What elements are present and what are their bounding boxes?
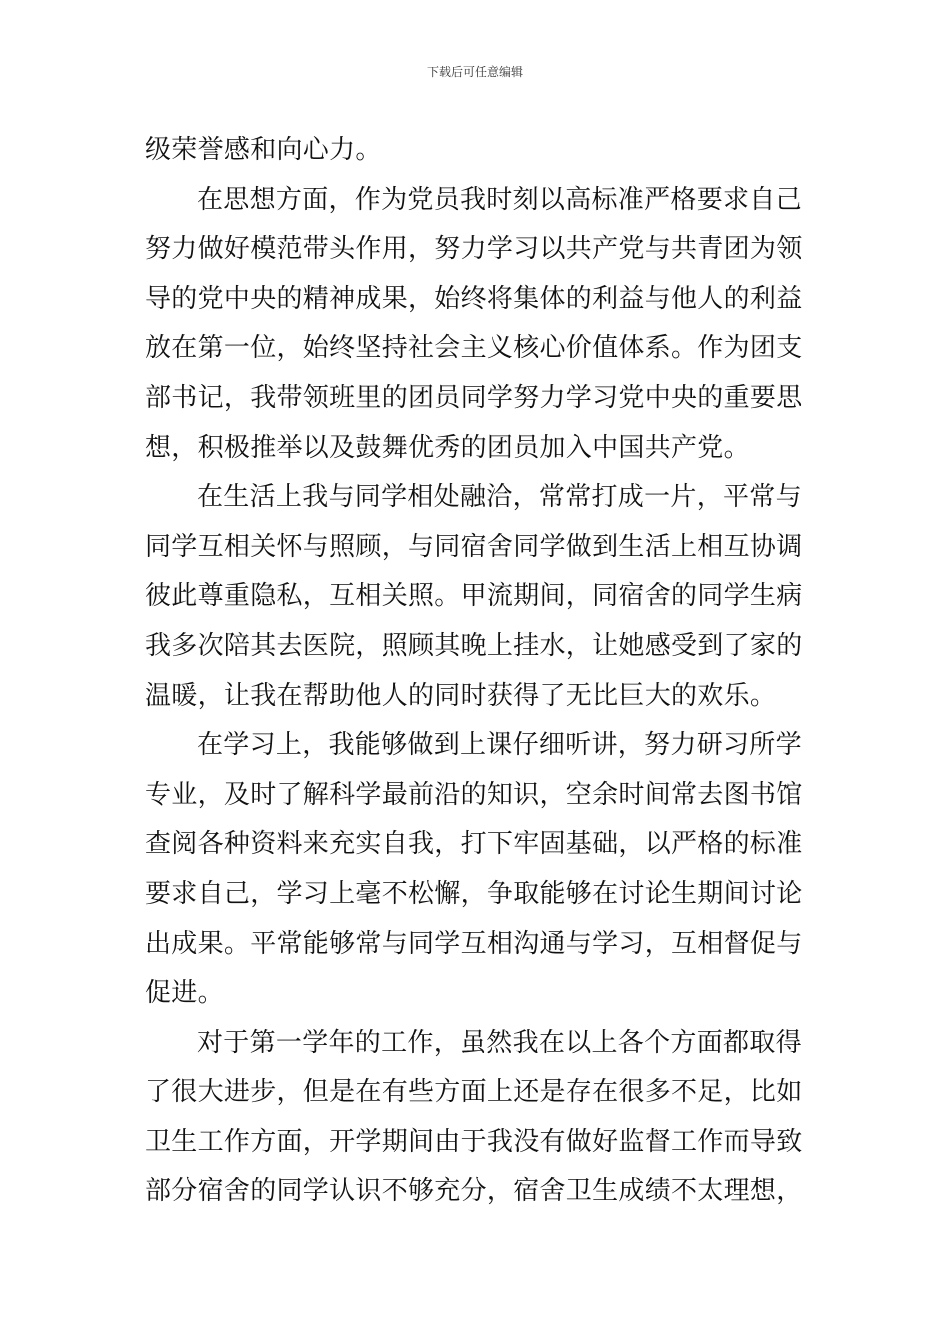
text-line: 促进。 bbox=[145, 978, 224, 1009]
text-line: 努力做好模范带头作用，努力学习以共产党与共青团为领 bbox=[145, 234, 803, 265]
text-line: 我多次陪其去医院，照顾其晚上挂水，让她感受到了家的 bbox=[145, 630, 803, 661]
page-header-note: 下载后可任意编辑 bbox=[426, 65, 523, 79]
text-line: 在生活上我与同学相处融洽，常常打成一片，平常与 bbox=[197, 482, 802, 513]
text-line: 想，积极推举以及鼓舞优秀的团员加入中国共产党。 bbox=[145, 432, 750, 463]
text-line: 专业，及时了解科学最前沿的知识，空余时间常去图书馆 bbox=[145, 779, 803, 810]
text-line: 部分宿舍的同学认识不够充分，宿舍卫生成绩不太理想， bbox=[145, 1176, 803, 1207]
text-line: 出成果。平常能够常与同学互相沟通与学习，互相督促与 bbox=[145, 928, 803, 959]
text-line: 级荣誉感和向心力。 bbox=[145, 135, 382, 165]
text-line: 温暖，让我在帮助他人的同时获得了无比巨大的欢乐。 bbox=[145, 680, 777, 711]
text-line: 查阅各种资料来充实自我，打下牢固基础，以严格的标准 bbox=[145, 829, 803, 860]
text-line: 在学习上，我能够做到上课仔细听讲，努力研习所学 bbox=[197, 730, 802, 761]
text-line: 导的党中央的精神成果，始终将集体的利益与他人的利益 bbox=[145, 283, 803, 314]
text-line: 卫生工作方面，开学期间由于我没有做好监督工作而导致 bbox=[145, 1126, 803, 1157]
document-body bbox=[145, 126, 805, 1217]
text-line: 对于第一学年的工作，虽然我在以上各个方面都取得 bbox=[197, 1027, 802, 1058]
text-line: 了很大进步，但是在有些方面上还是存在很多不足，比如 bbox=[145, 1077, 803, 1108]
text-line: 同学互相关怀与照顾，与同宿舍同学做到生活上相互协调 bbox=[145, 531, 803, 562]
text-line: 要求自己，学习上毫不松懈，争取能够在讨论生期间讨论 bbox=[145, 878, 803, 909]
text-line: 部书记，我带领班里的团员同学努力学习党中央的重要思 bbox=[145, 382, 803, 413]
text-line: 彼此尊重隐私，互相关照。甲流期间，同宿舍的同学生病 bbox=[145, 581, 803, 612]
text-line: 在思想方面，作为党员我时刻以高标准严格要求自己 bbox=[197, 184, 802, 215]
text-line: 放在第一位，始终坚持社会主义核心价值体系。作为团支 bbox=[145, 333, 803, 364]
